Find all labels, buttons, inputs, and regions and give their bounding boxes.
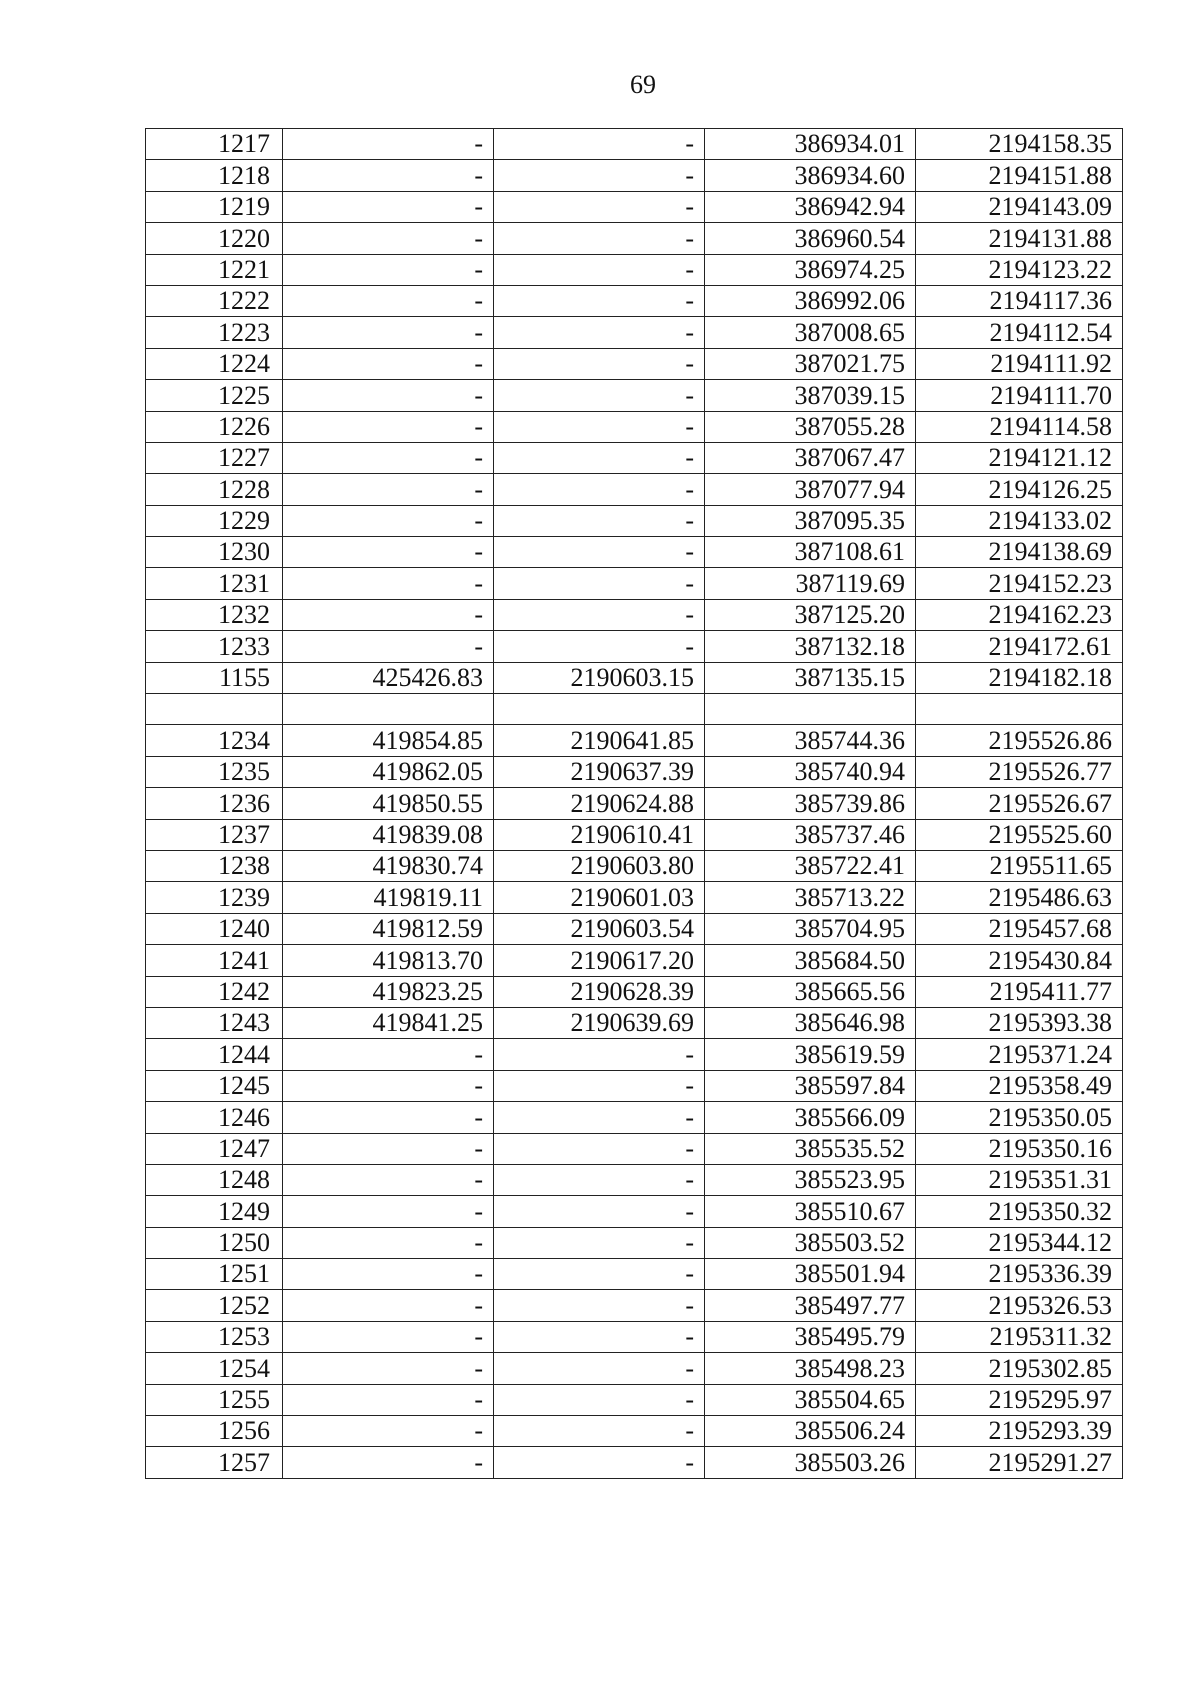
y-original-cell: 2190639.69	[494, 1007, 705, 1038]
y-converted-cell: 2194126.25	[916, 474, 1123, 505]
y-original-cell: -	[494, 1259, 705, 1290]
x-original-cell: -	[283, 1133, 494, 1164]
x-converted-cell: 385523.95	[705, 1164, 916, 1195]
x-original-cell: 419841.25	[283, 1007, 494, 1038]
table-row	[146, 317, 1123, 348]
x-converted-cell: 385619.59	[705, 1039, 916, 1070]
y-converted-cell: 2194121.12	[916, 442, 1123, 473]
y-converted-cell: 2194151.88	[916, 160, 1123, 191]
x-original-cell	[283, 694, 494, 725]
table-row	[146, 129, 1123, 160]
table-row	[146, 568, 1123, 599]
point-number-cell: 1226	[146, 411, 283, 442]
y-converted-cell: 2195511.65	[916, 850, 1123, 881]
y-original-cell: -	[494, 568, 705, 599]
x-original-cell: -	[283, 129, 494, 160]
y-converted-cell: 2195344.12	[916, 1227, 1123, 1258]
y-converted-cell	[916, 694, 1123, 725]
y-original-cell: 2190641.85	[494, 725, 705, 756]
x-original-cell: -	[283, 160, 494, 191]
y-original-cell: -	[494, 1039, 705, 1070]
y-original-cell: -	[494, 1227, 705, 1258]
y-converted-cell: 2194131.88	[916, 223, 1123, 254]
table-row	[146, 505, 1123, 536]
y-converted-cell: 2195358.49	[916, 1070, 1123, 1101]
y-original-cell: -	[494, 1196, 705, 1227]
y-original-cell	[494, 694, 705, 725]
table-row	[146, 1039, 1123, 1070]
point-number-cell: 1229	[146, 505, 283, 536]
table-row	[146, 631, 1123, 662]
y-original-cell: 2190628.39	[494, 976, 705, 1007]
table-row	[146, 191, 1123, 222]
y-original-cell: -	[494, 380, 705, 411]
y-converted-cell: 2195526.86	[916, 725, 1123, 756]
x-converted-cell: 385503.52	[705, 1227, 916, 1258]
y-converted-cell: 2194158.35	[916, 129, 1123, 160]
x-original-cell: 419839.08	[283, 819, 494, 850]
y-converted-cell: 2194152.23	[916, 568, 1123, 599]
point-number-cell	[146, 694, 283, 725]
table-row	[146, 694, 1123, 725]
x-converted-cell: 385503.26	[705, 1447, 916, 1478]
x-converted-cell: 387077.94	[705, 474, 916, 505]
point-number-cell: 1256	[146, 1416, 283, 1447]
x-converted-cell: 387119.69	[705, 568, 916, 599]
y-original-cell: -	[494, 599, 705, 630]
y-converted-cell: 2195350.16	[916, 1133, 1123, 1164]
table-row	[146, 976, 1123, 1007]
x-converted-cell: 387055.28	[705, 411, 916, 442]
point-number-cell: 1218	[146, 160, 283, 191]
point-number-cell: 1236	[146, 788, 283, 819]
y-converted-cell: 2195486.63	[916, 882, 1123, 913]
x-original-cell: 419813.70	[283, 945, 494, 976]
x-converted-cell: 386992.06	[705, 285, 916, 316]
point-number-cell: 1240	[146, 913, 283, 944]
point-number-cell: 1253	[146, 1321, 283, 1352]
x-original-cell: -	[283, 254, 494, 285]
point-number-cell: 1234	[146, 725, 283, 756]
y-original-cell: -	[494, 285, 705, 316]
y-original-cell: 2190603.54	[494, 913, 705, 944]
x-original-cell: -	[283, 1416, 494, 1447]
x-original-cell: -	[283, 191, 494, 222]
point-number-cell: 1247	[146, 1133, 283, 1164]
point-number-cell: 1252	[146, 1290, 283, 1321]
point-number-cell: 1254	[146, 1353, 283, 1384]
point-number-cell: 1251	[146, 1259, 283, 1290]
x-converted-cell: 387125.20	[705, 599, 916, 630]
table-row	[146, 1321, 1123, 1352]
x-converted-cell: 386942.94	[705, 191, 916, 222]
y-original-cell: 2190603.15	[494, 662, 705, 693]
point-number-cell: 1222	[146, 285, 283, 316]
table-row	[146, 1353, 1123, 1384]
y-converted-cell: 2195457.68	[916, 913, 1123, 944]
y-original-cell: 2190601.03	[494, 882, 705, 913]
point-number-cell: 1225	[146, 380, 283, 411]
y-converted-cell: 2195311.32	[916, 1321, 1123, 1352]
x-original-cell: -	[283, 1196, 494, 1227]
x-original-cell: -	[283, 380, 494, 411]
x-original-cell: -	[283, 474, 494, 505]
y-converted-cell: 2195350.32	[916, 1196, 1123, 1227]
point-number-cell: 1255	[146, 1384, 283, 1415]
y-converted-cell: 2194182.18	[916, 662, 1123, 693]
x-converted-cell: 385495.79	[705, 1321, 916, 1352]
y-converted-cell: 2194133.02	[916, 505, 1123, 536]
y-original-cell: 2190603.80	[494, 850, 705, 881]
x-original-cell: -	[283, 1102, 494, 1133]
x-converted-cell: 386934.60	[705, 160, 916, 191]
x-converted-cell: 385739.86	[705, 788, 916, 819]
x-original-cell: -	[283, 285, 494, 316]
y-original-cell: -	[494, 254, 705, 285]
x-converted-cell: 385722.41	[705, 850, 916, 881]
y-converted-cell: 2195526.77	[916, 756, 1123, 787]
x-converted-cell: 385597.84	[705, 1070, 916, 1101]
y-converted-cell: 2195525.60	[916, 819, 1123, 850]
x-converted-cell: 385737.46	[705, 819, 916, 850]
y-converted-cell: 2195371.24	[916, 1039, 1123, 1070]
y-converted-cell: 2194114.58	[916, 411, 1123, 442]
x-converted-cell: 385665.56	[705, 976, 916, 1007]
y-converted-cell: 2195430.84	[916, 945, 1123, 976]
x-original-cell: 419850.55	[283, 788, 494, 819]
x-original-cell: 419830.74	[283, 850, 494, 881]
point-number-cell: 1242	[146, 976, 283, 1007]
y-converted-cell: 2194111.70	[916, 380, 1123, 411]
y-original-cell: -	[494, 1321, 705, 1352]
y-original-cell: -	[494, 505, 705, 536]
y-original-cell: -	[494, 1416, 705, 1447]
point-number-cell: 1241	[146, 945, 283, 976]
y-converted-cell: 2195411.77	[916, 976, 1123, 1007]
x-converted-cell: 385501.94	[705, 1259, 916, 1290]
y-converted-cell: 2195326.53	[916, 1290, 1123, 1321]
point-number-cell: 1239	[146, 882, 283, 913]
y-original-cell: -	[494, 1384, 705, 1415]
x-converted-cell: 385684.50	[705, 945, 916, 976]
table-row	[146, 1007, 1123, 1038]
y-original-cell: 2190637.39	[494, 756, 705, 787]
point-number-cell: 1257	[146, 1447, 283, 1478]
y-converted-cell: 2195350.05	[916, 1102, 1123, 1133]
table-row	[146, 1447, 1123, 1478]
x-original-cell: 425426.83	[283, 662, 494, 693]
x-converted-cell: 385566.09	[705, 1102, 916, 1133]
x-converted-cell: 387008.65	[705, 317, 916, 348]
x-converted-cell: 386934.01	[705, 129, 916, 160]
point-number-cell: 1227	[146, 442, 283, 473]
point-number-cell: 1233	[146, 631, 283, 662]
x-converted-cell: 385535.52	[705, 1133, 916, 1164]
table-row	[146, 1384, 1123, 1415]
x-original-cell: -	[283, 1321, 494, 1352]
y-converted-cell: 2194172.61	[916, 631, 1123, 662]
y-original-cell: -	[494, 411, 705, 442]
x-original-cell: 419854.85	[283, 725, 494, 756]
table-row	[146, 285, 1123, 316]
table-row	[146, 913, 1123, 944]
x-original-cell: -	[283, 411, 494, 442]
table-row	[146, 537, 1123, 568]
table-row	[146, 756, 1123, 787]
table-row	[146, 1259, 1123, 1290]
y-converted-cell: 2194117.36	[916, 285, 1123, 316]
coordinates-table	[145, 128, 1123, 1479]
y-converted-cell: 2194138.69	[916, 537, 1123, 568]
y-original-cell: -	[494, 1353, 705, 1384]
x-original-cell: -	[283, 1384, 494, 1415]
table-row	[146, 1164, 1123, 1195]
y-converted-cell: 2194162.23	[916, 599, 1123, 630]
y-converted-cell: 2194143.09	[916, 191, 1123, 222]
x-original-cell: -	[283, 1447, 494, 1478]
x-converted-cell: 385504.65	[705, 1384, 916, 1415]
x-converted-cell: 385498.23	[705, 1353, 916, 1384]
y-converted-cell: 2195291.27	[916, 1447, 1123, 1478]
x-original-cell: -	[283, 1290, 494, 1321]
table-row	[146, 1196, 1123, 1227]
y-original-cell: -	[494, 1102, 705, 1133]
y-converted-cell: 2194112.54	[916, 317, 1123, 348]
point-number-cell: 1245	[146, 1070, 283, 1101]
y-converted-cell: 2195393.38	[916, 1007, 1123, 1038]
table-row	[146, 945, 1123, 976]
coordinates-table-body	[146, 129, 1123, 1479]
y-converted-cell: 2195293.39	[916, 1416, 1123, 1447]
x-original-cell: -	[283, 348, 494, 379]
point-number-cell: 1223	[146, 317, 283, 348]
point-number-cell: 1250	[146, 1227, 283, 1258]
point-number-cell: 1221	[146, 254, 283, 285]
table-row	[146, 788, 1123, 819]
y-converted-cell: 2194123.22	[916, 254, 1123, 285]
x-converted-cell: 385497.77	[705, 1290, 916, 1321]
table-row	[146, 1133, 1123, 1164]
table-row	[146, 411, 1123, 442]
x-converted-cell: 385713.22	[705, 882, 916, 913]
y-original-cell: -	[494, 348, 705, 379]
table-row	[146, 160, 1123, 191]
x-converted-cell: 385740.94	[705, 756, 916, 787]
x-converted-cell: 385506.24	[705, 1416, 916, 1447]
y-converted-cell: 2195336.39	[916, 1259, 1123, 1290]
table-row	[146, 662, 1123, 693]
y-original-cell: -	[494, 191, 705, 222]
x-converted-cell: 385704.95	[705, 913, 916, 944]
y-converted-cell: 2195351.31	[916, 1164, 1123, 1195]
point-number-cell: 1243	[146, 1007, 283, 1038]
x-original-cell: 419862.05	[283, 756, 494, 787]
y-original-cell: -	[494, 474, 705, 505]
table-row	[146, 1416, 1123, 1447]
y-converted-cell: 2195295.97	[916, 1384, 1123, 1415]
point-number-cell: 1231	[146, 568, 283, 599]
x-original-cell: -	[283, 1164, 494, 1195]
x-converted-cell: 385744.36	[705, 725, 916, 756]
y-original-cell: -	[494, 537, 705, 568]
point-number-cell: 1224	[146, 348, 283, 379]
point-number-cell: 1237	[146, 819, 283, 850]
y-converted-cell: 2195302.85	[916, 1353, 1123, 1384]
x-converted-cell: 387132.18	[705, 631, 916, 662]
table-row	[146, 1227, 1123, 1258]
x-converted-cell: 385646.98	[705, 1007, 916, 1038]
y-original-cell: -	[494, 223, 705, 254]
table-row	[146, 223, 1123, 254]
table-row	[146, 380, 1123, 411]
x-original-cell: 419819.11	[283, 882, 494, 913]
y-original-cell: -	[494, 631, 705, 662]
point-number-cell: 1235	[146, 756, 283, 787]
page-number: 69	[630, 70, 656, 99]
table-row	[146, 254, 1123, 285]
x-converted-cell	[705, 694, 916, 725]
x-original-cell: -	[283, 1259, 494, 1290]
table-row	[146, 348, 1123, 379]
y-original-cell: -	[494, 1447, 705, 1478]
x-original-cell: 419812.59	[283, 913, 494, 944]
point-number-cell: 1230	[146, 537, 283, 568]
point-number-cell: 1228	[146, 474, 283, 505]
y-original-cell: -	[494, 1164, 705, 1195]
table-row	[146, 1102, 1123, 1133]
x-converted-cell: 386960.54	[705, 223, 916, 254]
table-row	[146, 725, 1123, 756]
x-converted-cell: 387067.47	[705, 442, 916, 473]
point-number-cell: 1246	[146, 1102, 283, 1133]
y-original-cell: -	[494, 1070, 705, 1101]
point-number-cell: 1249	[146, 1196, 283, 1227]
y-original-cell: 2190617.20	[494, 945, 705, 976]
y-original-cell: -	[494, 1133, 705, 1164]
x-original-cell: -	[283, 537, 494, 568]
y-original-cell: -	[494, 317, 705, 348]
table-row	[146, 1290, 1123, 1321]
table-row	[146, 882, 1123, 913]
y-original-cell: -	[494, 129, 705, 160]
x-original-cell: -	[283, 317, 494, 348]
table-row	[146, 1070, 1123, 1101]
y-original-cell: 2190624.88	[494, 788, 705, 819]
x-converted-cell: 387095.35	[705, 505, 916, 536]
y-original-cell: 2190610.41	[494, 819, 705, 850]
point-number-cell: 1220	[146, 223, 283, 254]
table-row	[146, 599, 1123, 630]
x-original-cell: -	[283, 1353, 494, 1384]
x-converted-cell: 387021.75	[705, 348, 916, 379]
x-converted-cell: 387135.15	[705, 662, 916, 693]
x-original-cell: -	[283, 599, 494, 630]
y-converted-cell: 2195526.67	[916, 788, 1123, 819]
x-original-cell: -	[283, 223, 494, 254]
y-converted-cell: 2194111.92	[916, 348, 1123, 379]
point-number-cell: 1217	[146, 129, 283, 160]
x-original-cell: 419823.25	[283, 976, 494, 1007]
y-original-cell: -	[494, 1290, 705, 1321]
x-converted-cell: 386974.25	[705, 254, 916, 285]
point-number-cell: 1232	[146, 599, 283, 630]
point-number-cell: 1238	[146, 850, 283, 881]
x-converted-cell: 387039.15	[705, 380, 916, 411]
table-row	[146, 819, 1123, 850]
point-number-cell: 1244	[146, 1039, 283, 1070]
x-original-cell: -	[283, 442, 494, 473]
table-row	[146, 850, 1123, 881]
point-number-cell: 1219	[146, 191, 283, 222]
y-original-cell: -	[494, 160, 705, 191]
point-number-cell: 1155	[146, 662, 283, 693]
table-row	[146, 474, 1123, 505]
x-original-cell: -	[283, 1227, 494, 1258]
x-original-cell: -	[283, 1070, 494, 1101]
y-original-cell: -	[494, 442, 705, 473]
x-converted-cell: 385510.67	[705, 1196, 916, 1227]
x-original-cell: -	[283, 568, 494, 599]
table-row	[146, 442, 1123, 473]
x-original-cell: -	[283, 505, 494, 536]
x-original-cell: -	[283, 631, 494, 662]
x-converted-cell: 387108.61	[705, 537, 916, 568]
point-number-cell: 1248	[146, 1164, 283, 1195]
x-original-cell: -	[283, 1039, 494, 1070]
